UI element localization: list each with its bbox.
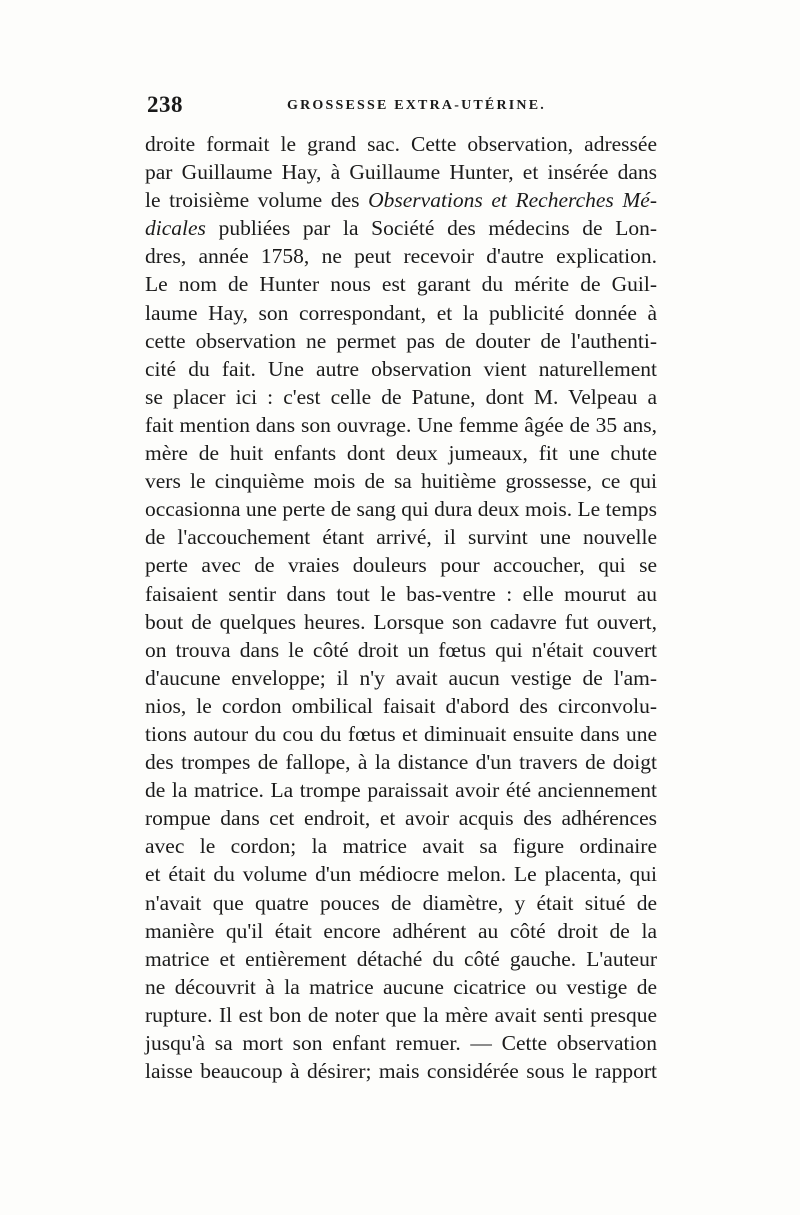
text-line: perte avec de vraies douleurs pour accoucher, qui se: [145, 553, 657, 578]
text-line: rupture. Il est bon de noter que la mère avait senti presque: [145, 1002, 657, 1027]
text-line: avec le cordon; la matrice avait sa figure ordinaire: [145, 834, 657, 859]
text-line: par Guillaume Hay, à Guillaume Hunter, et insérée dans: [145, 160, 657, 185]
text-line: droite formait le grand sac. Cette observation, adressée: [145, 132, 657, 156]
page-number: 238: [147, 92, 183, 117]
text-line: faisaient sentir dans tout le bas-ventre : elle mourut au: [145, 581, 657, 606]
text-line: se placer ici : c'est celle de Patune, dont M. Velpeau a: [145, 384, 657, 409]
text-line: tions autour du cou du fœtus et diminuait ensuite dans une: [145, 721, 657, 746]
text-line: et était du volume d'un médiocre melon. Le placenta, qui: [145, 862, 657, 887]
text-line: de la matrice. La trompe paraissait avoir été anciennement: [145, 778, 657, 803]
text-line: laume Hay, son correspondant, et la publicité donnée à: [145, 300, 657, 325]
text-line: laisse beaucoup à désirer; mais considérée sous le rapport: [145, 1059, 657, 1084]
text-line: matrice et entièrement détaché du côté gauche. L'auteur: [145, 946, 657, 971]
body-text: [145, 130, 657, 1085]
text-line: occasionna une perte de sang qui dura deux mois. Le temps: [145, 497, 657, 522]
text-line: le troisième volume des Observations et Recherches Mé-: [145, 188, 658, 213]
running-head: GROSSESSE EXTRA-UTÉRINE.: [287, 98, 546, 113]
text-line: dres, année 1758, ne peut recevoir d'autre explication.: [145, 244, 657, 269]
text-line: dicales publiées par la Société des médecins de Lon-: [145, 216, 657, 241]
text-line: bout de quelques heures. Lorsque son cadavre fut ouvert,: [145, 609, 657, 634]
text-line: d'aucune enveloppe; il n'y avait aucun vestige de l'am-: [145, 665, 657, 690]
text-line: rompue dans cet endroit, et avoir acquis des adhérences: [145, 806, 657, 831]
text-line: des trompes de fallope, à la distance d'un travers de doigt: [145, 750, 657, 775]
text-line: Le nom de Hunter nous est garant du mérite de Guil-: [145, 272, 657, 297]
text-line: vers le cinquième mois de sa huitième grossesse, ce qui: [145, 469, 657, 494]
text-line: nios, le cordon ombilical faisait d'abord des circonvolu-: [145, 693, 657, 718]
text-line: n'avait que quatre pouces de diamètre, y était situé de: [145, 890, 657, 915]
italic-title-text: dicales: [145, 216, 206, 241]
page-header: [147, 92, 657, 122]
text-line: fait mention dans son ouvrage. Une femme âgée de 35 ans,: [145, 412, 657, 437]
text-line: jusqu'à sa mort son enfant remuer. — Cette observation: [145, 1031, 657, 1055]
text-line: cité du fait. Une autre observation vient naturellement: [145, 356, 657, 381]
text-line: on trouva dans le côté droit un fœtus qui n'était couvert: [145, 637, 657, 662]
italic-title-text: Observations et Recherches Mé-: [368, 188, 658, 213]
text-line: ne découvrit à la matrice aucune cicatrice ou vestige de: [145, 974, 657, 999]
text-line: manière qu'il était encore adhérent au côté droit de la: [145, 918, 657, 943]
text-line: mère de huit enfants dont deux jumeaux, fit une chute: [145, 441, 657, 466]
text-line: de l'accouchement étant arrivé, il survint une nouvelle: [145, 525, 657, 550]
text-line: cette observation ne permet pas de douter de l'authenti-: [145, 328, 657, 353]
